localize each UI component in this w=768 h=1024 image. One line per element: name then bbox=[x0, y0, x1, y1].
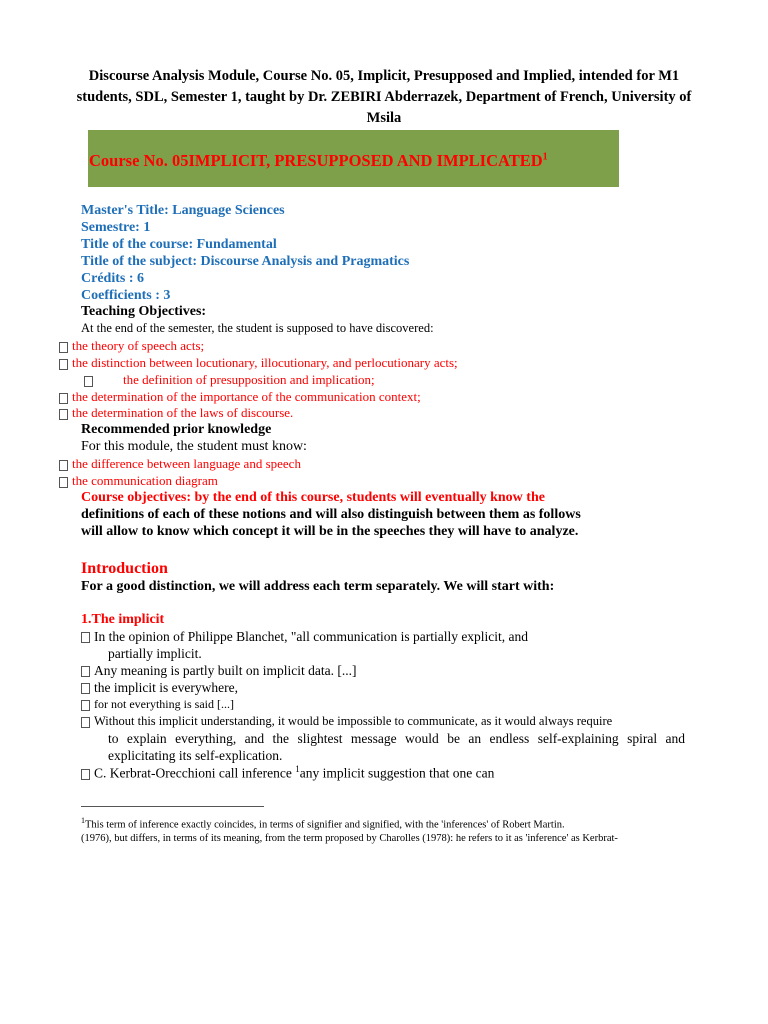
implicit-item bbox=[81, 697, 234, 712]
footnote-text: This term of inference exactly coincides, in terms of signifier and signified, with the 'inferences' of Robert Martin. bbox=[85, 819, 565, 831]
objective-item bbox=[59, 338, 204, 354]
checkbox-bullet-icon bbox=[59, 409, 68, 420]
footnote-reference: 1 bbox=[542, 151, 548, 163]
coefficients-field: Coefficients : 3 bbox=[81, 288, 171, 303]
implicit-item-text: Any meaning is partly built on implicit data. [...] bbox=[94, 663, 357, 678]
implicit-item-text: Without this implicit understanding, it would be impossible to communicate, as it would always require bbox=[94, 714, 613, 728]
checkbox-bullet-icon bbox=[81, 700, 90, 711]
semester: Semestre: 1 bbox=[81, 220, 151, 235]
course-title-field: Title of the course: Fundamental bbox=[81, 237, 277, 252]
checkbox-bullet-icon bbox=[81, 632, 90, 643]
prior-knowledge-item bbox=[59, 456, 301, 472]
objective-item-text: the distinction between locutionary, illocutionary, and perlocutionary acts; bbox=[72, 355, 458, 370]
checkbox-bullet-icon bbox=[59, 477, 68, 488]
implicit-item bbox=[81, 714, 612, 729]
implicit-item bbox=[81, 680, 238, 696]
footnote-separator bbox=[81, 806, 264, 807]
implicit-item-continuation: to explain everything, and the slightest message would be an endless self-explaining spiral and explicitating its self-explication. bbox=[108, 731, 685, 763]
implicit-item-text: In the opinion of Philippe Blanchet, "all communication is partially explicit, and bbox=[94, 629, 529, 644]
credits-field: Crédits : 6 bbox=[81, 271, 144, 286]
course-banner-title bbox=[89, 151, 548, 171]
footnote-line: (1976), but differs, in terms of its meaning, from the term proposed by Charolles (1978): he refers to it as 'inference' as Kerbrat- bbox=[81, 833, 618, 844]
introduction-heading: Introduction bbox=[81, 560, 168, 577]
prior-knowledge-intro: For this module, the student must know: bbox=[81, 439, 307, 454]
objective-item bbox=[59, 389, 421, 405]
objective-item-text: the theory of speech acts; bbox=[72, 338, 205, 353]
implicit-item bbox=[81, 629, 528, 645]
checkbox-bullet-icon bbox=[59, 393, 68, 404]
course-objectives-lead: Course objectives: by the end of this course, students will eventually know the bbox=[81, 490, 545, 505]
objective-item bbox=[59, 405, 293, 421]
checkbox-bullet-icon bbox=[59, 342, 68, 353]
implicit-item bbox=[81, 764, 494, 782]
prior-knowledge-item-text: the communication diagram bbox=[72, 473, 218, 488]
implicit-item-continuation: partially implicit. bbox=[108, 646, 202, 661]
checkbox-bullet-icon bbox=[81, 769, 90, 780]
teaching-objectives-heading: Teaching Objectives: bbox=[81, 304, 207, 319]
objective-item-text: the determination of the laws of discourse. bbox=[72, 405, 294, 420]
teaching-objectives-intro: At the end of the semester, the student is supposed to have discovered: bbox=[81, 321, 434, 335]
checkbox-bullet-icon bbox=[84, 376, 93, 387]
prior-knowledge-heading: Recommended prior knowledge bbox=[81, 422, 272, 437]
checkbox-bullet-icon bbox=[81, 717, 90, 728]
objective-item-text: the determination of the importance of the communication context; bbox=[72, 389, 421, 404]
course-banner-title-text: Course No. 05IMPLICIT, PRESUPPOSED AND IMPLICATED bbox=[89, 151, 543, 170]
course-objectives-line: will allow to know which concept it will be in the speeches they will have to analyze. bbox=[81, 524, 579, 539]
implicit-item-text: for not everything is said [...] bbox=[94, 697, 234, 711]
objective-item bbox=[84, 372, 375, 388]
checkbox-bullet-icon bbox=[59, 359, 68, 370]
implicit-heading: 1.The implicit bbox=[81, 612, 165, 627]
checkbox-bullet-icon bbox=[81, 666, 90, 677]
subject-title-field: Title of the subject: Discourse Analysis and Pragmatics bbox=[81, 254, 410, 269]
masters-title: Master's Title: Language Sciences bbox=[81, 203, 285, 218]
implicit-item-text: any implicit suggestion that one can bbox=[299, 765, 495, 781]
footnote-line bbox=[81, 816, 565, 831]
document-header: Discourse Analysis Module, Course No. 05, Implicit, Presupposed and Implied, intended for M1 students, SDL, Semester 1, taught by Dr. ZEBIRI Abderrazek, Department of French, University of Msila bbox=[76, 68, 692, 126]
prior-knowledge-item-text: the difference between language and speech bbox=[72, 456, 301, 471]
introduction-text: For a good distinction, we will address each term separately. We will start with: bbox=[81, 579, 555, 594]
course-objectives-line: definitions of each of these notions and will also distinguish between them as follows bbox=[81, 507, 581, 522]
implicit-item-text: C. Kerbrat-Orecchioni call inference bbox=[94, 765, 296, 781]
footnote-reference: 1 bbox=[295, 764, 300, 774]
prior-knowledge-item bbox=[59, 473, 218, 489]
implicit-item-text: the implicit is everywhere, bbox=[94, 680, 238, 695]
checkbox-bullet-icon bbox=[59, 460, 68, 471]
objective-item bbox=[59, 355, 458, 371]
checkbox-bullet-icon bbox=[81, 683, 90, 694]
objective-item-text: the definition of presupposition and implication; bbox=[123, 372, 375, 387]
footnote-mark: 1 bbox=[81, 816, 85, 825]
implicit-item bbox=[81, 663, 356, 679]
